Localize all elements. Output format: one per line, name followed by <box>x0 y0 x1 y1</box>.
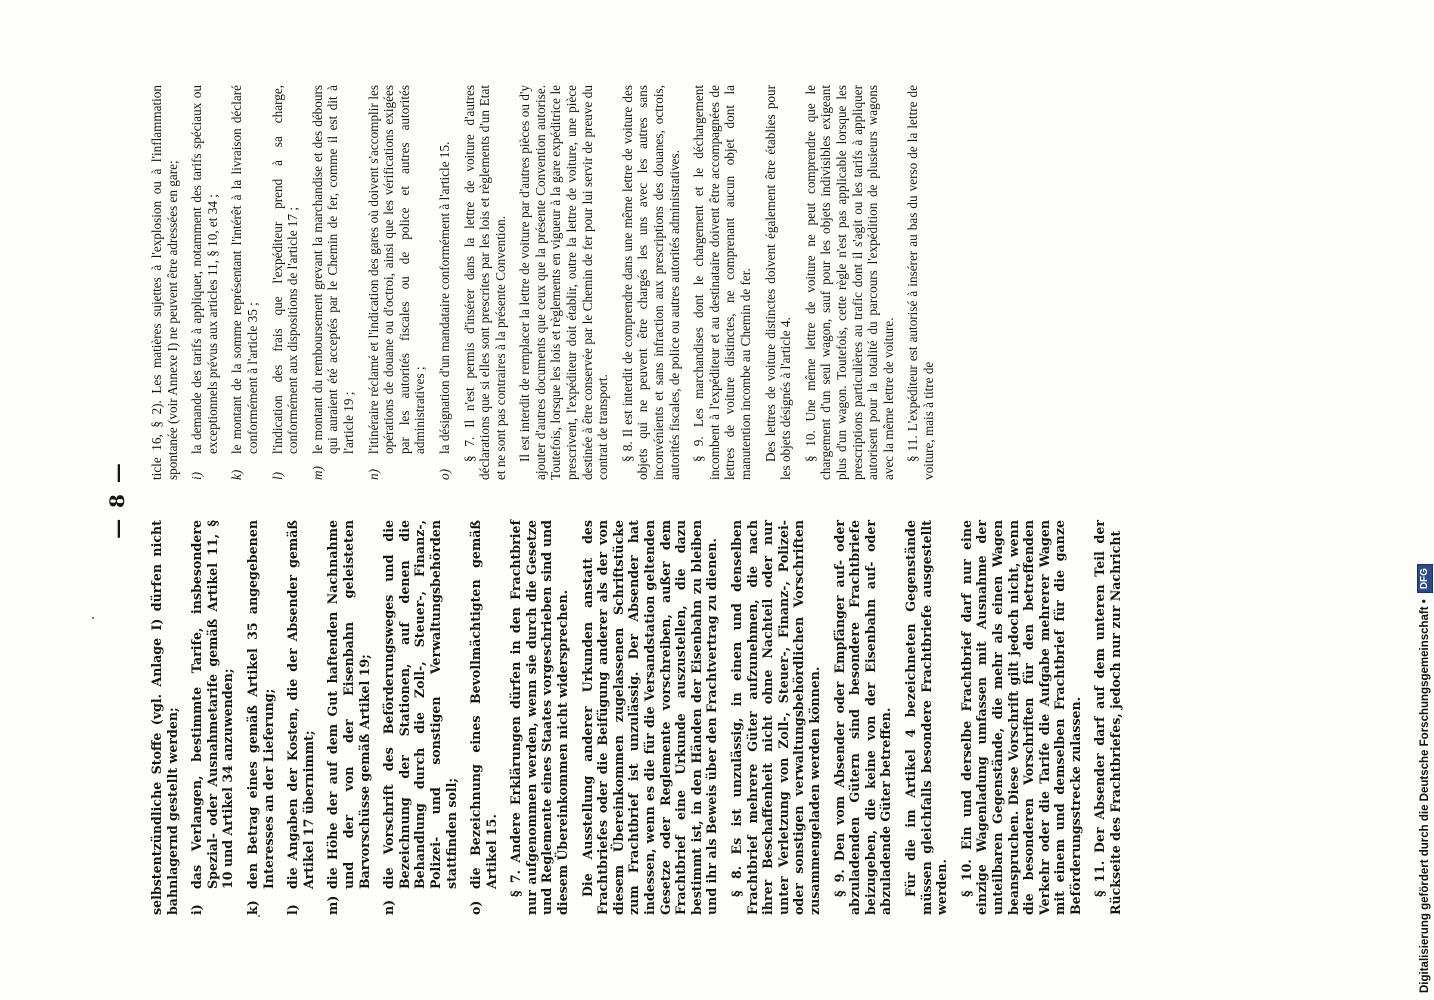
french-list-item <box>270 85 301 480</box>
french-list-item <box>366 85 428 480</box>
french-paragraph-9a: § 9. Les marchandises dont le chargement et le déchargement incombent à l'expéditeur et au destinataire doivent être accompagnées de lettres de voiture distinctes, ne comprenant aucun objet dont la manutention incombe au Chemin de fer. <box>691 85 753 480</box>
french-list-item <box>437 85 453 480</box>
item-text: la désignation d'un mandataire conformément à l'article 15. <box>436 141 452 454</box>
item-text: die Angaben der Kosten, die der Absender gemäß Artikel 17 übernimmt; <box>285 520 316 889</box>
french-paragraph-7b: Il est interdit de remplacer la lettre de voiture par d'autres pièces ou d'y ajouter d'autres documents que ceux que la présente Convention autorise. Toutefois, lorsque les lois et règlements en vigueur à la gare expéditrice le prescrivent, l'expéditeur doit établir, outre la lettre de voiture, une pièce destinée à être conservée par le Chemin de fer pour lui servir de preuve du contrat de transport. <box>517 85 611 480</box>
german-paragraph-11: § 11. Der Absender darf auf dem unteren Teil der Rückseite des Frachtbriefes, jedoch nur zur Nachricht <box>1092 520 1124 915</box>
german-paragraph: selbstentzündliche Stoffe (vgl. Anlage I) dürfen nicht bahnlagernd gestellt werden; <box>149 520 180 915</box>
scan-speck <box>92 617 94 619</box>
french-list-item <box>229 85 260 480</box>
page-number: — 8 — <box>105 461 129 539</box>
french-list-item <box>310 85 357 480</box>
item-text: das Verlangen, bestimmte Tarife, insbesondere Spezial- oder Ausnahmetarife gemäß Artikel 11, § 10 und Artikel 34 anzuwenden; <box>189 520 236 889</box>
german-paragraph-7b: Die Ausstellung anderer Urkunden anstatt des Frachtbriefes oder die Beifügung anderer als der von diesem Übereinkommen zugelassenen Schriftstücke zum Frachtbrief ist unzulässig. Der Absender hat indessen, wenn es die für die Versandstation geltenden Gesetze oder Reglemente vorschreiben, außer dem Frachtbrief eine Urkunde auszustellen, die dazu bestimmt ist, in den Händen der Eisenbahn zu bleiben und ihr als Beweis über den Frachtvertrag zu dienen. <box>579 520 720 915</box>
french-paragraph-11: § 11. L'expéditeur est autorisé à insérer au bas du verso de la lettre de voiture, mais à titre de <box>905 85 936 480</box>
german-paragraph-9b: Für die im Artikel 4 bezeichneten Gegenstände müssen gleichfalls besondere Frachtbriefe ausgestellt werden. <box>902 520 950 915</box>
item-text: le montant du remboursement grevant la marchandise et des débours qui auraient été acceptés par le Chemin de fer, comme il est dit à l'article 19 ; <box>309 85 356 454</box>
german-paragraph-8: § 8. Es ist unzulässig, in einen und denselben Frachtbrief mehrere Güter aufzunehmen, die nach ihrer Beschaffenheit nicht ohne Nachteil oder nur unter Verletzung von Zoll-, Steuer-, Finanz-, Polizei- oder sonstigen verwaltungsbehördlichen Vorschriften zusammengeladen werden können. <box>729 520 822 915</box>
item-marker: n) <box>381 899 397 915</box>
item-marker: o) <box>436 469 452 480</box>
item-marker: m) <box>325 895 341 915</box>
french-paragraph-8: § 8. Il est interdit de comprendre dans une même lettre de voiture des objets qui ne peuvent être chargés les uns avec les autres sans inconvénients et sans infraction aux prescriptions des douanes, octrois, autorités fiscales, de police ou autres autorités administratives. <box>619 85 682 480</box>
item-text: die Vorschrift des Beförderungsweges und die Bezeichnung der Stationen, auf denen die Behandlung durch die Zoll-, Steuer-, Finanz-, Polizei- und sonstigen Verwaltungsbehörden stattfinden soll; <box>381 520 459 889</box>
german-column <box>149 520 1133 915</box>
item-text: le montant de la somme représentant l'intérêt à la livraison déclaré conformément à l'article 35 ; <box>229 85 260 454</box>
item-marker: i) <box>189 471 205 480</box>
french-paragraph-9b: Des lettres de voiture distinctes doivent également être établies pour les objets désignés à l'article 4. <box>762 85 794 480</box>
item-text: l'itinéraire réclamé et l'indication des gares où doivent s'accomplir les opérations de douane ou d'octroi, ainsi que les vérifications exigées par les autorités fiscales ou de police et autres autorités administratives ; <box>365 85 428 454</box>
german-list-item <box>245 520 276 915</box>
item-marker: k) <box>229 469 245 480</box>
french-paragraph-7a: § 7. Il n'est permis d'insérer dans la lettre de voiture d'autres déclarations que si elles sont prescrites par les lois et règlements d'un Etat et ne sont pas contraires à la présente Convention. <box>461 85 508 480</box>
french-list-item <box>189 85 220 480</box>
scan-speck <box>258 915 260 917</box>
item-text: den Betrag eines gemäß Artikel 35 angegebenen Interesses an der Lieferung; <box>244 520 276 889</box>
german-list-item <box>468 520 499 915</box>
item-text: l'indication des frais que l'expéditeur prend à sa charge, conformément aux dispositions de l'article 17 ; <box>269 85 301 454</box>
item-text: die Höhe der auf dem Gut haftenden Nachnahme und der von der Eisenbahn geleisteten Barvorschüsse gemäß Artikel 19; <box>325 520 372 889</box>
french-paragraph-10: § 10. Une même lettre de voiture ne peut comprendre que le chargement d'un seul wagon, sauf pour les objets indivisibles exigeant plus d'un wagon. Toutefois, cette règle n'est pas applicable lorsque les prescriptions particulières au trafic dont il s'agit ou les tarifs à appliquer autorisent pour la totalité du parcours l'expédition de plusieurs wagons avec la même lettre de voiture. <box>802 85 896 480</box>
rotated-document-sheet <box>105 85 1285 915</box>
french-column <box>149 85 946 480</box>
digitization-footer <box>1416 3 1434 993</box>
item-marker: o) <box>468 900 484 915</box>
german-list-item <box>325 520 372 915</box>
german-paragraph-9a: § 9. Den vom Absender oder Empfänger auf- oder abzuladenden Gütern sind besondere Frachtbriefe beizugeben, die keine von der Eisenbahn auf- oder abzuladende Güter betreffen. <box>831 520 894 915</box>
item-marker: n) <box>365 469 381 480</box>
item-text: die Bezeichnung eines Bevollmächtigten gemäß Artikel 15. <box>468 520 499 889</box>
german-paragraph-7a: § 7. Andere Erklärungen dürfen in den Frachtbrief nur aufgenommen werden, wenn sie durch die Gesetze und Reglemente eines Staates vorgeschrieben sind und diesem Übereinkommen nicht widersprechen. <box>508 520 571 915</box>
german-paragraph-10: § 10. Ein und derselbe Frachtbrief darf nur eine einzige Wagenladung umfassen mit Ausnahme der unteilbaren Gegenstände, die mehr als einen Wagen beanspruchen. Diese Vorschrift gilt jedoch nicht, wenn die besonderen Vorschriften für den betreffenden Verkehr oder die Tarife die Aufgabe mehrerer Wagen mit einem und demselben Frachtbrief für die ganze Beförderungsstrecke zulassen. <box>958 520 1083 915</box>
item-marker: l) <box>269 471 285 480</box>
footer-text: Digitalisierung gefördert durch die Deutsche Forschungsgemeinschaft • <box>1419 599 1431 993</box>
french-paragraph: ticle 16, § 2). Les matières sujettes à l'explosion ou à l'inflammation spontanée (voir Annexe I) ne peuvent être adressées en gare; <box>149 85 180 480</box>
item-marker: l) <box>285 904 301 915</box>
german-list-item <box>189 520 236 915</box>
dfg-logo-icon: DFG <box>1417 564 1433 593</box>
item-marker: i) <box>189 904 205 915</box>
german-list-item <box>285 520 316 915</box>
item-marker: m) <box>309 466 325 480</box>
german-list-item <box>381 520 459 915</box>
item-text: la demande des tarifs à appliquer, notamment des tarifs spéciaux ou exceptionnels prévus aux articles 11, § 10, et 34 ; <box>189 85 220 454</box>
item-marker: k) <box>244 900 260 915</box>
